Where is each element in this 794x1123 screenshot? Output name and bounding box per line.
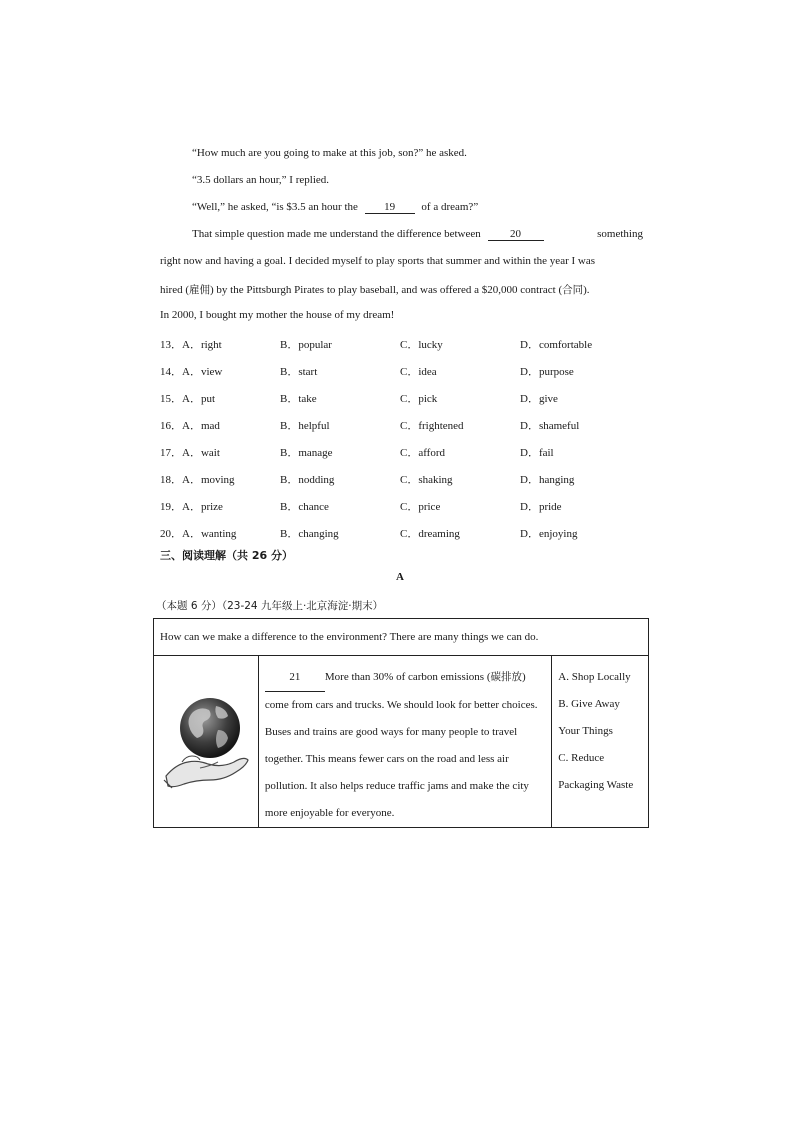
option-a: 13．A．right xyxy=(160,339,222,351)
paragraph-text-a: More than 30% of carbon emissions ( xyxy=(324,671,491,683)
passage-line-7: In 2000, I bought my mother the house of my dream! xyxy=(160,309,395,321)
blank-20: 20 xyxy=(488,228,544,241)
choices-list xyxy=(552,656,648,799)
option-row-14 xyxy=(160,363,650,379)
option-row-15 xyxy=(160,390,650,406)
option-c: C．idea xyxy=(400,366,437,378)
choice-a: A. Shop Locally xyxy=(558,671,631,683)
passage-line-4-end: something xyxy=(597,228,643,240)
table-header: How can we make a difference to the environment? There are many things we can do. xyxy=(154,619,649,656)
image-cell xyxy=(154,656,259,828)
option-d: D．shameful xyxy=(520,420,580,432)
option-b: B．manage xyxy=(280,447,333,459)
option-d: D．comfortable xyxy=(520,339,593,351)
globe-in-hand-icon xyxy=(160,690,252,790)
passage-line-4 xyxy=(192,228,643,241)
option-row-20 xyxy=(160,525,650,541)
option-b: B．helpful xyxy=(280,420,330,432)
option-a: 14．A．view xyxy=(160,366,223,378)
passage-line-6-cjk-2: 合同 xyxy=(562,284,584,296)
option-b: B．changing xyxy=(280,528,339,540)
passage-line-6-a: hired ( xyxy=(160,284,190,296)
paragraph-text-b: ) come from cars and trucks. We should look for better choices. Buses and trains are good ways for many people to travel together. This means fewer cars on the road and less air pollution. It also helps reduce traffic jams and make the city more enjoyable for everyone. xyxy=(264,671,538,819)
option-row-16 xyxy=(160,417,650,433)
option-row-13 xyxy=(160,336,650,352)
option-b: B．start xyxy=(280,366,318,378)
option-d: D．enjoying xyxy=(520,528,578,540)
option-a: 19．A．prize xyxy=(160,501,223,513)
passage-line-3-text: “Well,” he asked, “is $3.5 an hour the xyxy=(192,201,358,213)
option-c: C．shaking xyxy=(400,474,453,486)
blank-21: 21 xyxy=(265,664,325,692)
passage-line-4-text: That simple question made me understand the difference between xyxy=(192,228,481,240)
choice-c: C. Reduce Packaging Waste xyxy=(558,752,634,791)
paragraph-cjk: 碳排放 xyxy=(490,671,522,683)
option-c: C．afford xyxy=(400,447,446,459)
option-c: C．lucky xyxy=(400,339,443,351)
passage-line-6-cjk-1: 雇佣 xyxy=(189,284,211,296)
option-a: 18．A．moving xyxy=(160,474,235,486)
passage-line-1: “How much are you going to make at this job, son?” he asked. xyxy=(192,147,467,159)
question-source: （本题 6 分）（23-24 九年级上·北京海淀·期末） xyxy=(156,600,384,612)
passage-line-6-b: ) by the Pittsburgh Pirates to play baseball, and was offered a $20,000 contract ( xyxy=(210,284,563,296)
option-c: C．price xyxy=(400,501,441,513)
option-d: D．hanging xyxy=(520,474,575,486)
option-d: D．purpose xyxy=(520,366,574,378)
option-a: 15．A．put xyxy=(160,393,215,405)
option-row-18 xyxy=(160,471,650,487)
option-b: B．chance xyxy=(280,501,329,513)
section-title: 三、阅读理解（共 26 分） xyxy=(160,549,293,562)
blank-19: 19 xyxy=(365,201,415,214)
option-a: 16．A．mad xyxy=(160,420,220,432)
passage-line-3-end: of a dream?” xyxy=(421,201,479,213)
paragraph-21 xyxy=(259,656,551,827)
option-c: C．dreaming xyxy=(400,528,460,540)
option-b: B．popular xyxy=(280,339,332,351)
option-d: D．give xyxy=(520,393,558,405)
passage-line-6-c: ). xyxy=(583,284,590,296)
part-label: A xyxy=(396,571,404,583)
option-c: C．frightened xyxy=(400,420,464,432)
option-d: D．pride xyxy=(520,501,562,513)
passage-line-2: “3.5 dollars an hour,” I replied. xyxy=(192,174,330,186)
option-d: D．fail xyxy=(520,447,554,459)
option-b: B．nodding xyxy=(280,474,335,486)
option-c: C．pick xyxy=(400,393,438,405)
option-a: 17．A．wait xyxy=(160,447,220,459)
option-row-17 xyxy=(160,444,650,460)
text-cell xyxy=(258,656,551,828)
choice-b: B. Give Away Your Things xyxy=(558,698,620,737)
passage-line-6 xyxy=(160,282,590,297)
passage-line-5: right now and having a goal. I decided myself to play sports that summer and within the year I was xyxy=(160,255,596,267)
environment-table xyxy=(153,618,649,828)
passage-line-3 xyxy=(192,201,478,214)
option-b: B．take xyxy=(280,393,317,405)
choices-cell xyxy=(552,656,649,828)
option-row-19 xyxy=(160,498,650,514)
option-a: 20．A．wanting xyxy=(160,528,237,540)
